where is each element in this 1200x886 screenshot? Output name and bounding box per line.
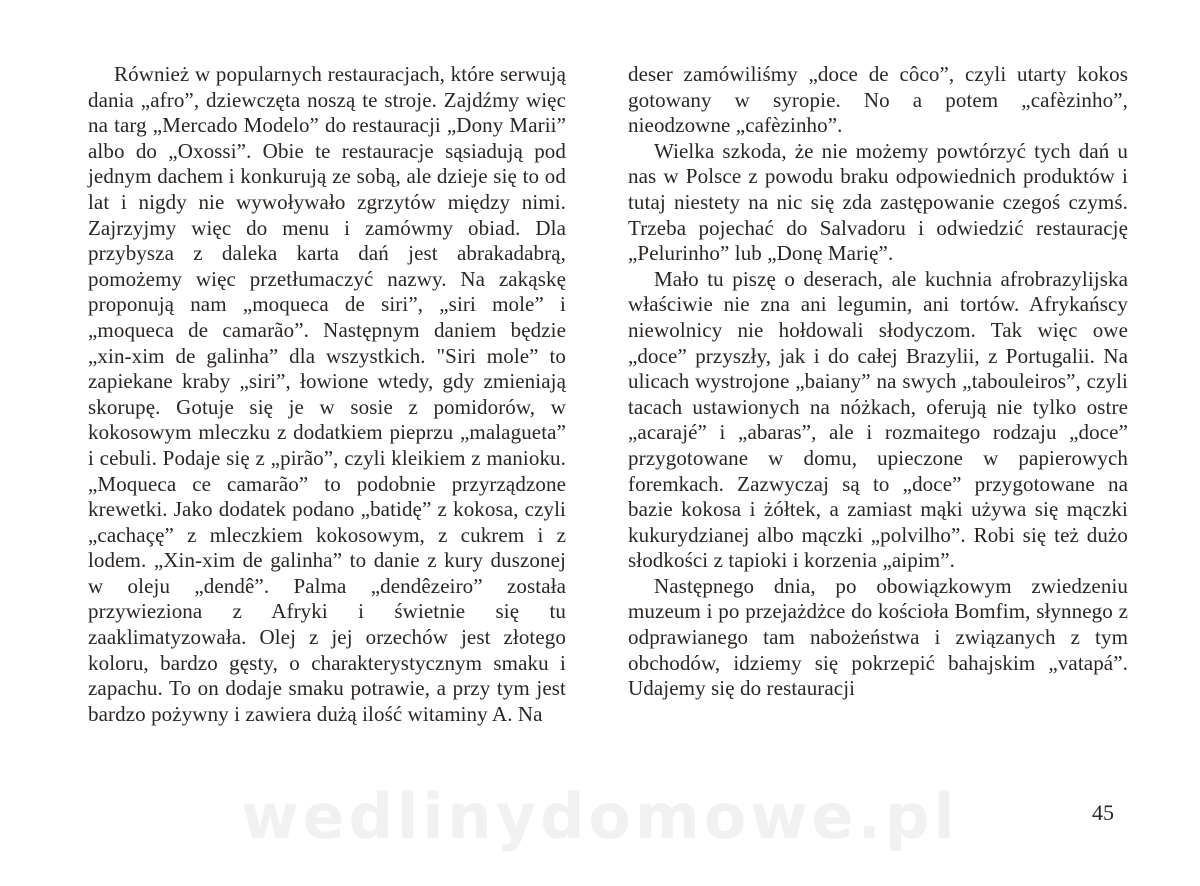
left-column bbox=[88, 62, 566, 727]
right-column bbox=[628, 62, 1128, 702]
right-paragraph-2: Wielka szkoda, że nie możemy powtórzyć tych dań u nas w Polsce z powodu braku odpowiednich produktów i tutaj niestety na nic się zda zastępowanie czegoś czymś. Trzeba pojechać do Salvadoru i odwiedzić restaurację „Pelurinho” lub „Donę Marię”. bbox=[628, 138, 1128, 266]
left-paragraph-1: Również w popularnych restauracjach, które serwują dania „afro”, dziewczęta noszą te stroje. Zajdźmy więc na targ „Mercado Modelo” do restauracji „Dony Marii” albo do „Oxossi”. Obie te restauracje sąsiadują pod jednym dachem i konkurują ze sobą, ale dzieje się to od lat i nigdy nie wywoływało zgrzytów między nimi. Zajrzyjmy więc do menu i zamówmy obiad. Dla przybysza z daleka karta dań jest abrakadabrą, pomożemy więc przetłumaczyć nazwy. Na zakąskę proponują nam „moqueca de siri”, „siri mole” i „moqueca de camarão”. Następnym daniem będzie „xin-xim de galinha” dla wszystkich. "Siri mole” to zapiekane kraby „siri”, łowione wtedy, gdy zmieniają skorupę. Gotuje się je w sosie z pomidorów, w kokosowym mleczku z dodatkiem pieprzu „malagueta” i cebuli. Podaje się z „pirão”, czyli kleikiem z manioku. „Moqueca ce camarão” to podobnie przyrządzone krewetki. Jako dodatek podano „batidę” z kokosa, czyli „cachaçę” z mleczkiem kokosowym, z cukrem i z lodem. „Xin-xim de galinha” to danie z kury duszonej w oleju „dendê”. Palma „dendêzeiro” została przywieziona z Afryki i świetnie się tu zaaklimatyzowała. Olej z jej orzechów jest złotego koloru, bardzo gęsty, o charakterystycznym smaku i zapachu. To on dodaje smaku potrawie, a przy tym jest bardzo pożywny i zawiera dużą ilość witaminy A. Na bbox=[88, 62, 566, 726]
right-paragraph-1: deser zamówiliśmy „doce de côco”, czyli utarty kokos gotowany w syropie. No a potem „cafèzinho”, nieodzowne „cafèzinho”. bbox=[628, 62, 1128, 138]
right-paragraph-3: Mało tu piszę o deserach, ale kuchnia afrobrazylijska właściwie nie zna ani legumin, ani tortów. Afrykańscy niewolnicy nie hołdowali słodyczom. Tak więc owe „doce” przyszły, jak i do całej Brazylii, z Portugalii. Na ulicach wystrojone „baiany” na swych „tabouleiros”, czyli tacach ustawionych na nóżkach, oferują nie tylko ostre „acarajé” i „abaras”, ale i rozmaitego rodzaju „doce” przygotowane w domu, upieczone w papierowych foremkach. Zazwyczaj są to „doce” przygotowane na bazie kokosa i żółtek, a zamiast mąki używa się mączki kukurydzianej albo mączki „polvilho”. Robi się też dużo słodkości z tapioki i korzenia „aipim”. bbox=[628, 266, 1128, 573]
watermark: wedlinydomowe.pl bbox=[241, 780, 959, 853]
page-number: 45 bbox=[1092, 800, 1114, 825]
right-paragraph-4: Następnego dnia, po obowiązkowym zwiedzeniu muzeum i po przejażdżce do kościoła Bomfim, słynnego z odprawianego tam nabożeństwa i związanych z tym obchodów, idziemy się pokrzepić bahajskim „vatapá”. Udajemy się do restauracji bbox=[628, 573, 1128, 701]
